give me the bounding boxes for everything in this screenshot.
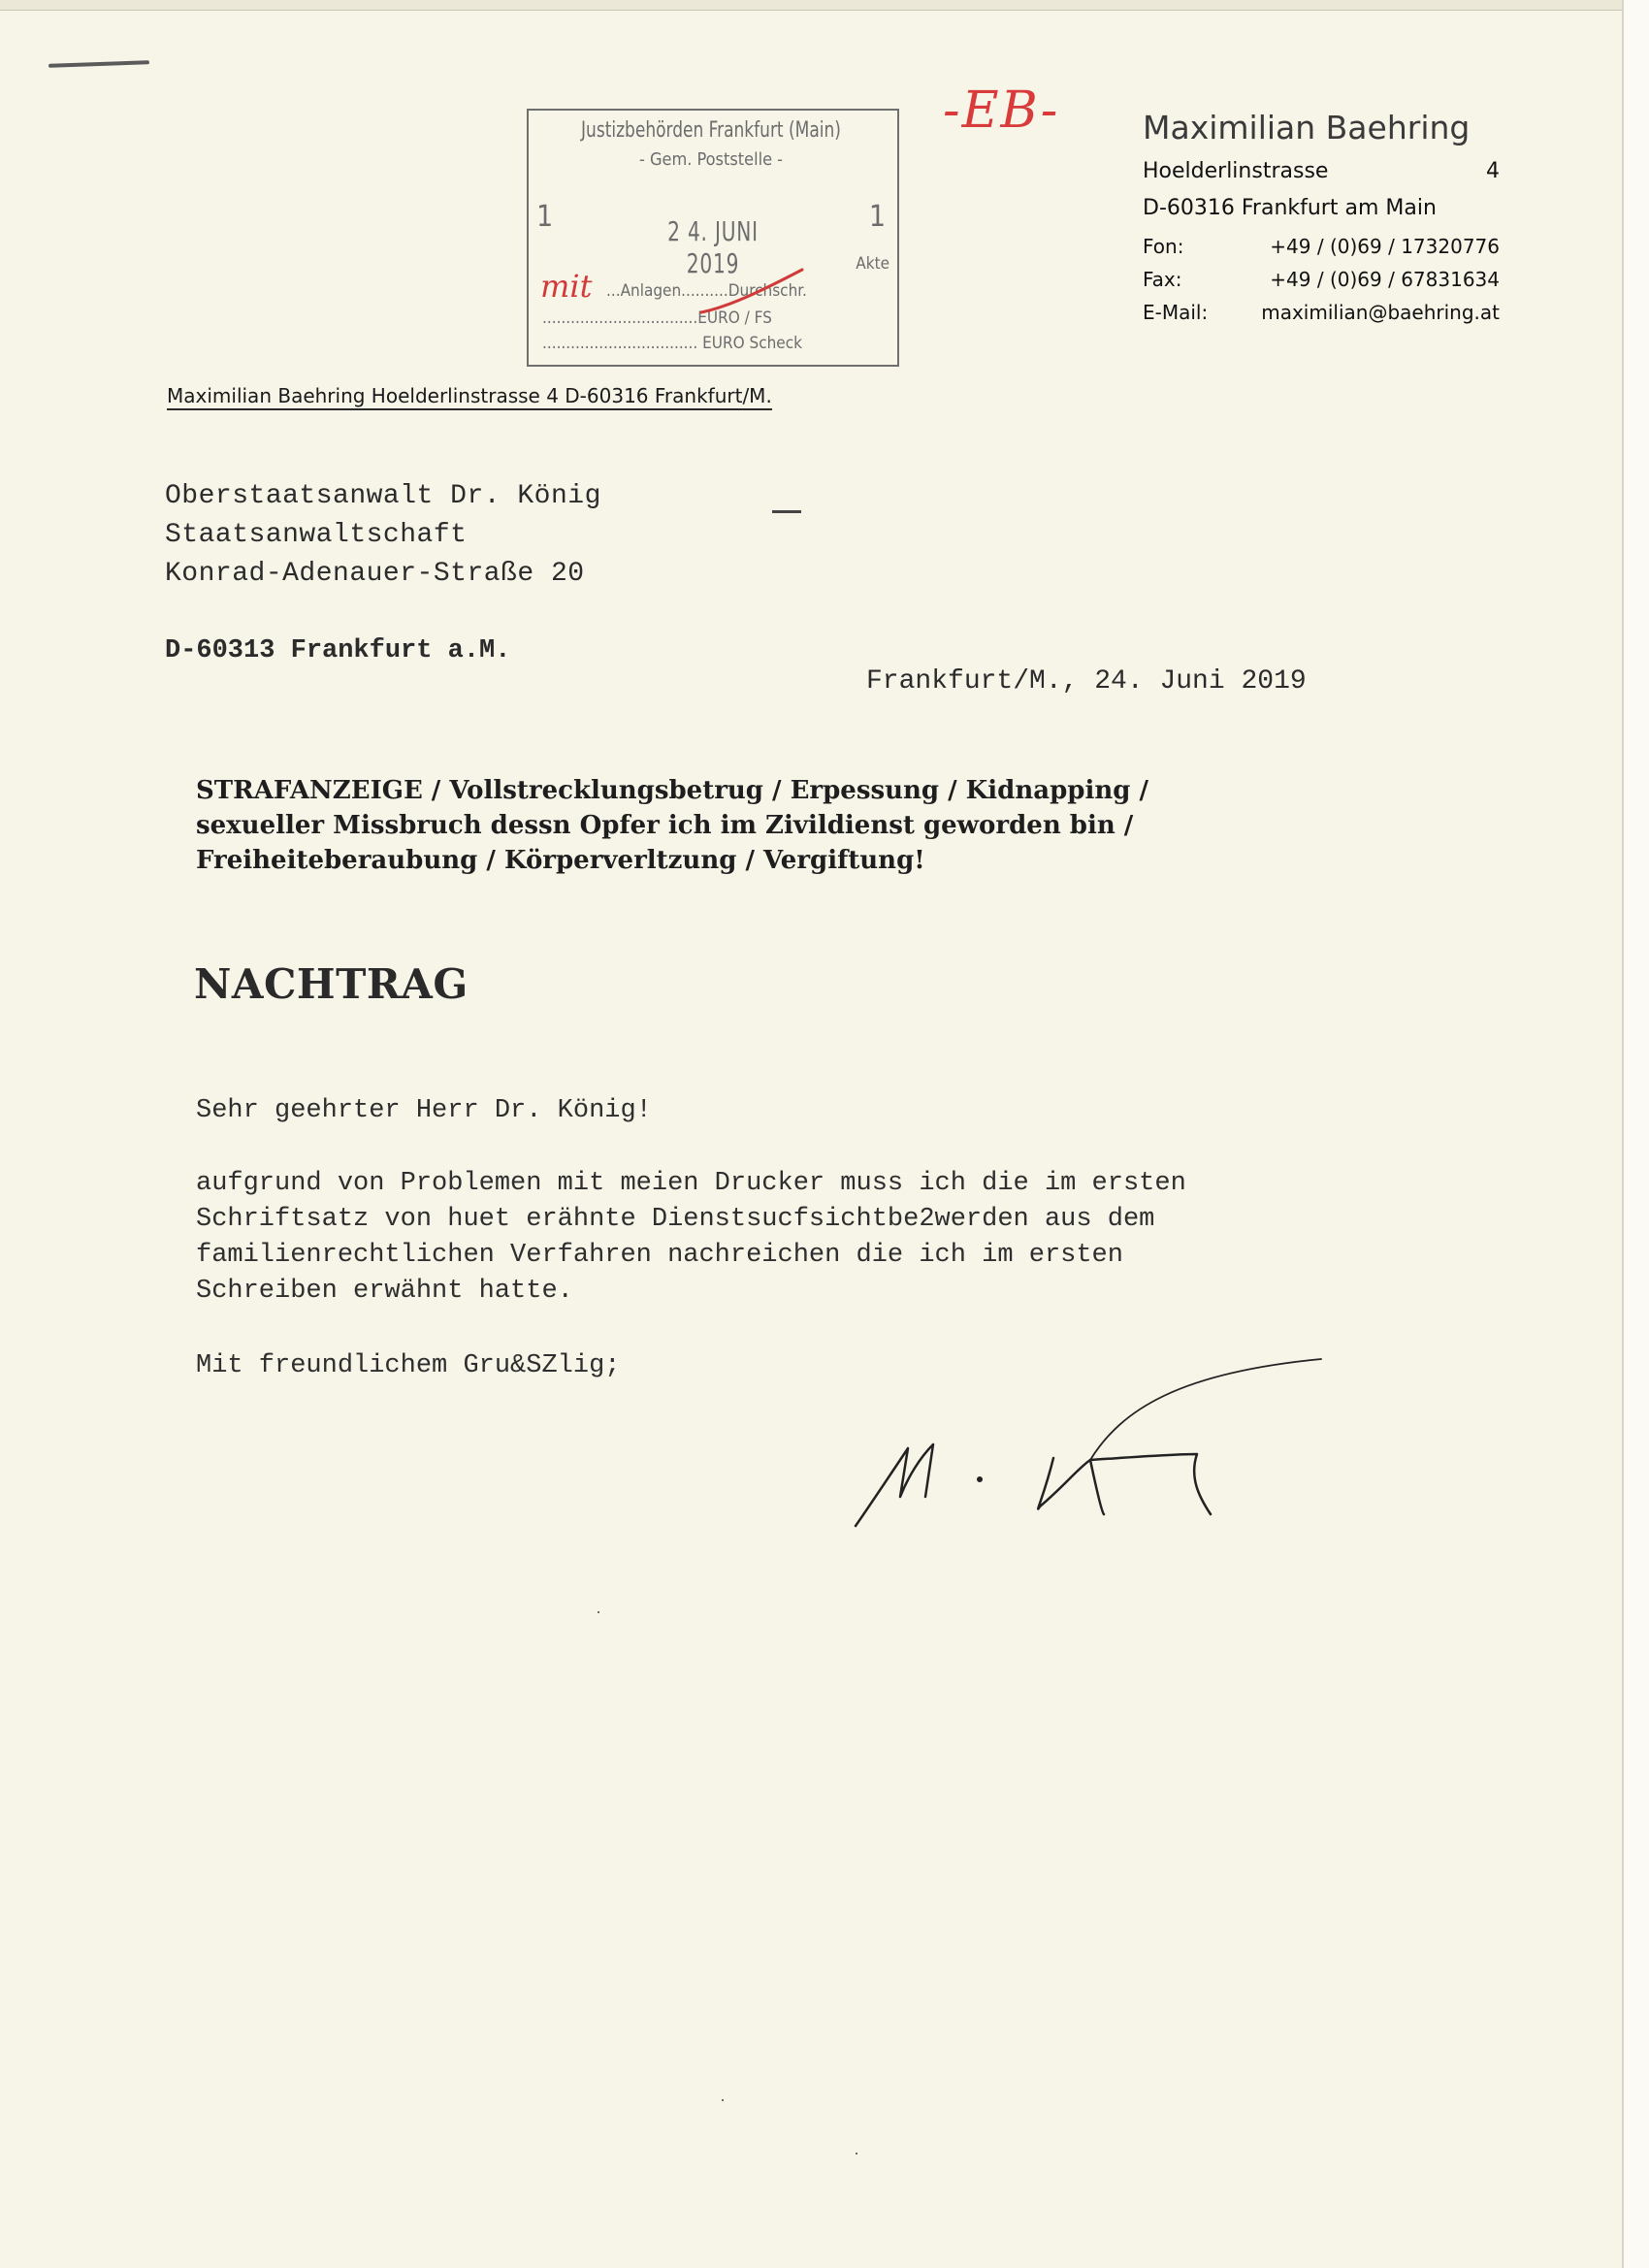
- closing: Mit freundlichem Gru&SZlig;: [196, 1351, 621, 1380]
- recipient-street: Konrad-Adenauer-Straße 20: [165, 559, 585, 589]
- body-line: Schriftsatz von huet erähnte Dienstsucfsichtbe2werden aus dem: [196, 1205, 1155, 1234]
- stray-mark: [772, 510, 801, 513]
- stamp-subtitle: - Gem. Poststelle -: [638, 149, 784, 170]
- letterhead-name: Maximilian Baehring: [1143, 109, 1471, 146]
- fax-label: Fax:: [1143, 268, 1182, 291]
- stamp-handwritten-mit: mit: [540, 268, 593, 305]
- paper-speck: ·: [720, 2090, 726, 2110]
- letterhead-city: D-60316 Frankfurt am Main: [1143, 196, 1437, 220]
- recipient-zip-city: D-60313 Frankfurt a.M.: [165, 636, 511, 665]
- handwritten-initials: -EB-: [943, 81, 1060, 140]
- stamp-title: Justizbehörden Frankfurt (Main): [581, 118, 841, 143]
- stamp-line-anlagen: ...Anlagen..........Durchschr.: [606, 281, 807, 301]
- handwritten-signature: [850, 1351, 1335, 1545]
- subject-line: Freiheiteberaubung / Körperverltzung / Vergiftung!: [196, 846, 925, 875]
- letterhead-street-name: Hoelderlinstrasse: [1143, 159, 1329, 183]
- stamp-count-left: 1: [536, 200, 554, 234]
- paper-speck: ·: [596, 1603, 601, 1622]
- stamp-date: 2 4. JUNI 2019: [667, 215, 759, 279]
- heading-nachtrag: NACHTRAG: [194, 960, 469, 1008]
- stamp-akte: Akte: [856, 254, 889, 274]
- checkmark-icon: [699, 268, 806, 316]
- receipt-stamp: [527, 109, 899, 367]
- letterhead-house-number: 4: [1486, 159, 1500, 183]
- salutation: Sehr geehrter Herr Dr. König!: [196, 1096, 652, 1125]
- body-line: aufgrund von Problemen mit meien Drucker muss ich die im ersten: [196, 1169, 1186, 1198]
- sender-return-address: Maximilian Baehring Hoelderlinstrasse 4 D-60316 Frankfurt/M.: [167, 384, 772, 410]
- pen-mark: [48, 60, 149, 68]
- paper-speck: ·: [854, 2144, 859, 2163]
- subject-line: sexueller Missbruch dessn Opfer ich im Zivildienst geworden bin /: [196, 811, 1134, 840]
- paper-top-edge: [0, 0, 1622, 11]
- letterhead-street: [1143, 159, 1500, 183]
- email-value: maximilian@baehring.at: [1261, 301, 1500, 324]
- body-line: Schreiben erwähnt hatte.: [196, 1277, 573, 1306]
- stamp-count-right: 1: [868, 200, 886, 234]
- email-label: E-Mail:: [1143, 301, 1209, 324]
- body-line: familienrechtlichen Verfahren nachreichen die ich im ersten: [196, 1241, 1123, 1270]
- stamp-line-euro-scheck: ................................. EURO Scheck: [542, 334, 802, 353]
- fax-value: +49 / (0)69 / 67831634: [1270, 268, 1500, 291]
- recipient-office: Staatsanwaltschaft: [165, 520, 468, 550]
- stamp-line-euro-fs: .................................EURO / FS: [542, 308, 772, 328]
- paper-right-edge: [1622, 0, 1649, 2268]
- letter-date: Frankfurt/M., 24. Juni 2019: [866, 666, 1307, 697]
- subject-line: STRAFANZEIGE / Vollstrecklungsbetrug / Erpessung / Kidnapping /: [196, 776, 1148, 805]
- phone-value: +49 / (0)69 / 17320776: [1270, 235, 1500, 258]
- phone-label: Fon:: [1143, 235, 1184, 258]
- recipient-name: Oberstaatsanwalt Dr. König: [165, 481, 601, 511]
- subject-block: [196, 773, 1360, 878]
